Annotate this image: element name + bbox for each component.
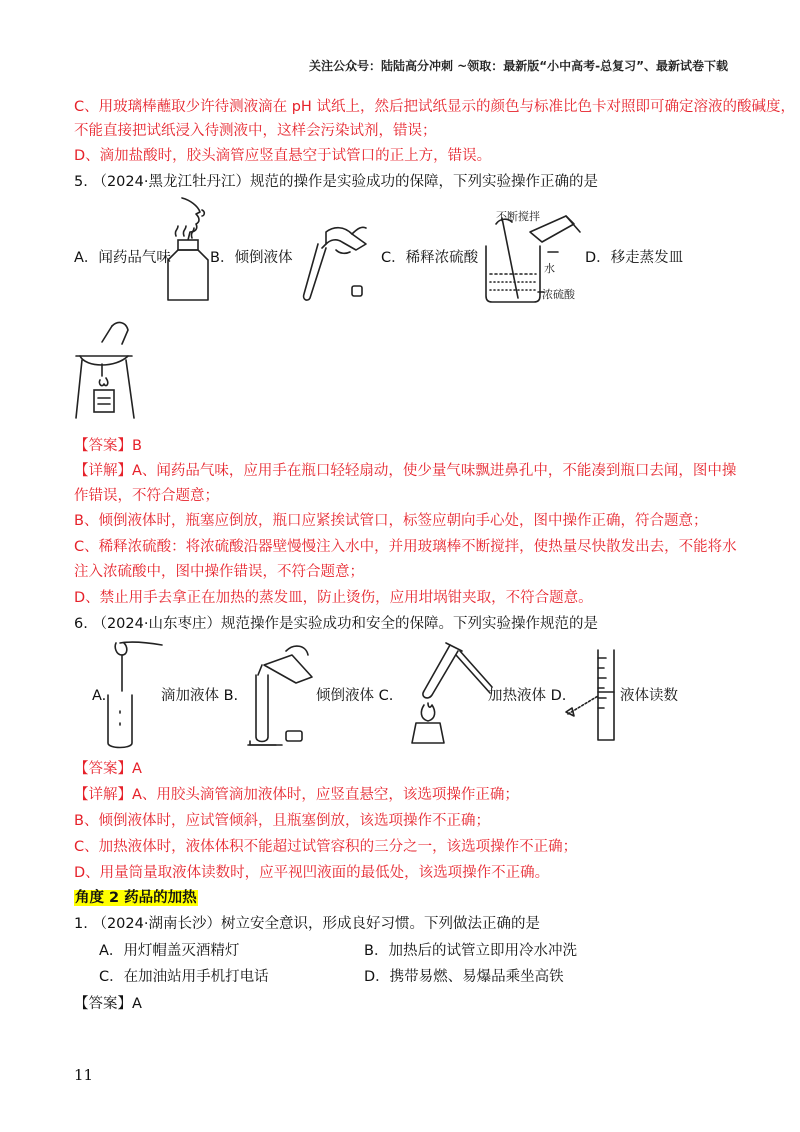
q1-option-b: B．加热后的试管立即用冷水冲洗 xyxy=(364,943,577,959)
prev-explain-line: D、滴加盐酸时，胶头滴管应竖直悬空于试管口的正上方，错误。 xyxy=(74,148,492,164)
q6-option-c-text: 加热液体 D. xyxy=(488,688,567,704)
stir-label: 不断搅拌 xyxy=(496,210,540,223)
dropper-diagram-icon xyxy=(102,641,166,751)
section-heading: 角度 2 药品的加热 xyxy=(75,890,197,906)
prev-explain-line: C、用玻璃棒蘸取少许待测液滴在 pH 试纸上，然后把试纸显示的颜色与标准比色卡对照即可确定溶液的酸碱度， xyxy=(74,99,795,115)
evaporating-dish-diagram-icon xyxy=(72,318,142,426)
q1-option-c: C．在加油站用手机打电话 xyxy=(99,969,269,985)
pour-liquid-diagram-icon xyxy=(296,214,378,304)
q5-answer: 【答案】B xyxy=(74,438,142,454)
q6-answer: 【答案】A xyxy=(74,761,142,777)
q5-explain-line: D、禁止用手去拿正在加热的蒸发皿，防止烫伤，应用坩埚钳夹取，不符合题意。 xyxy=(74,590,593,606)
pour-diagram-icon xyxy=(246,641,318,749)
q5-stem: 5. （2024·黑龙江牡丹江）规范的操作是实验成功的保障，下列实验操作正确的是 xyxy=(74,174,598,190)
q5-option-a: A．闻药品气味 xyxy=(74,250,171,266)
acid-label: 浓硫酸 xyxy=(542,288,575,301)
water-label: 水 xyxy=(544,262,555,275)
q6-option-b-text: 倾倒液体 C. xyxy=(316,688,394,704)
q6-explain-line: D、用量筒量取液体读数时，应平视凹液面的最低处，该选项操作不正确。 xyxy=(74,865,550,881)
dilute-acid-diagram-icon xyxy=(482,212,592,304)
q6-explain-line: 【详解】A、用胶头滴管滴加液体时，应竖直悬空，该选项操作正确； xyxy=(74,787,519,803)
q6-option-a-text: 滴加液体 B. xyxy=(161,688,239,704)
cylinder-reading-diagram-icon xyxy=(564,648,624,744)
section-heading-wrap xyxy=(74,888,198,908)
page-number: 11 xyxy=(74,1066,94,1084)
q5-option-b: B．倾倒液体 xyxy=(210,250,293,266)
q1-stem: 1. （2024·湖南长沙）树立安全意识，形成良好习惯。下列做法正确的是 xyxy=(74,916,540,932)
q1-option-a: A．用灯帽盖灭酒精灯 xyxy=(99,943,240,959)
q6-option-d-text: 液体读数 xyxy=(620,688,678,704)
q5-explain-line: B、倾倒液体时，瓶塞应倒放，瓶口应紧挨试管口，标签应朝向手心处，图中操作正确，符合题意； xyxy=(74,513,708,529)
q6-explain-line: C、加热液体时，液体体积不能超过试管容积的三分之一，该选项操作不正确； xyxy=(74,839,578,855)
q5-option-d: D．移走蒸发皿 xyxy=(585,250,684,266)
q6-explain-line: B、倾倒液体时，应试管倾斜，且瓶塞倒放，该选项操作不正确； xyxy=(74,813,490,829)
q5-option-c: C．稀释浓硫酸 xyxy=(381,250,479,266)
q1-option-d: D．携带易燃、易爆品乘坐高铁 xyxy=(364,969,564,985)
q5-explain-line: C、稀释浓硫酸：将浓硫酸沿器壁慢慢注入水中，并用玻璃棒不断搅拌，使热量尽快散发出去，不能将水 xyxy=(74,539,737,555)
q5-explain-line: 【详解】A、闻药品气味，应用手在瓶口轻轻扇动，使少量气味飘进鼻孔中，不能凑到瓶口去闻，图中操 xyxy=(74,463,737,479)
prev-explain-line: 不能直接把试纸浸入待测液中，这样会污染试剂，错误； xyxy=(74,123,437,139)
q6-stem: 6. （2024·山东枣庄）规范操作是实验成功和安全的保障。下列实验操作规范的是 xyxy=(74,616,598,632)
q6-option-a-letter: A. xyxy=(92,688,107,704)
heat-liquid-diagram-icon xyxy=(406,641,490,749)
q1-answer: 【答案】A xyxy=(74,996,142,1012)
page-header: 关注公众号：陆陆高分冲刺 ~领取：最新版“小中高考-总复习”、最新试卷下载 xyxy=(309,59,728,73)
q5-explain-line: 作错误，不符合题意； xyxy=(74,488,219,504)
q5-explain-line: 注入浓硫酸中，图中操作错误，不符合题意； xyxy=(74,564,364,580)
